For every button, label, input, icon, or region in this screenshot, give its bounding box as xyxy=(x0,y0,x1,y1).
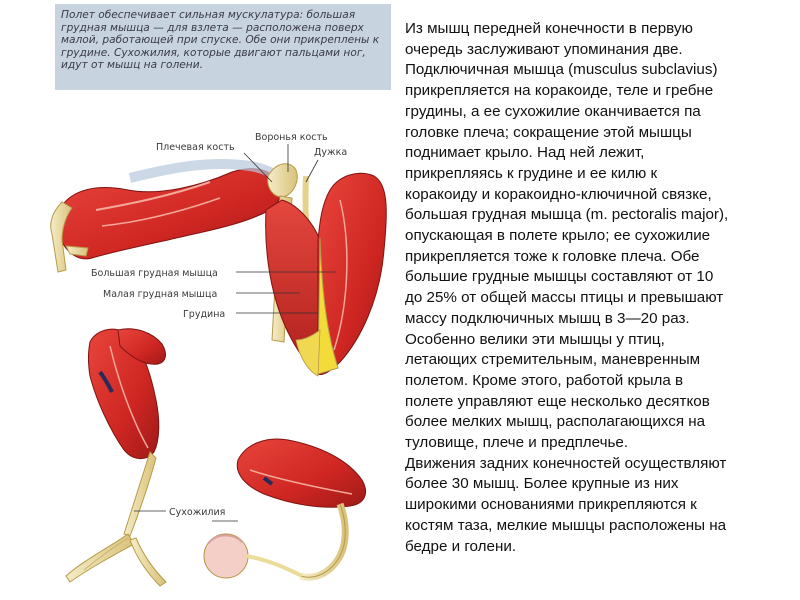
curled-leg-muscle xyxy=(237,439,365,507)
label-coracoid: Воронья кость xyxy=(255,132,328,143)
wing-muscles xyxy=(51,164,281,272)
leg-illustration xyxy=(66,329,166,586)
curled-tarsus-outline xyxy=(300,504,345,577)
toe-bone xyxy=(130,538,166,586)
label-tendons: Сухожилия xyxy=(169,507,226,518)
label-furcula: Дужка xyxy=(314,147,348,158)
toe-bone xyxy=(246,556,302,576)
caption-text: Полет обеспечивает сильная мускулатура: большая грудная мышца — для взлета — расположена поверх малой, работающей при спуске. Обе они прикреплены к грудине. Сухожилия, которые двигают пальцами ног, идут от мышц на голени. xyxy=(61,9,380,72)
leader-furcula xyxy=(306,160,318,182)
label-humerus: Плечевая кость xyxy=(156,142,235,153)
curled-leg-illustration xyxy=(204,439,366,578)
wing-digit xyxy=(66,246,88,256)
body-text: Из мышц передней конечности в первую очередь заслуживают упоминания две. Подключичная мышца (musculus subclavius) прикрепляется на коракоиде, теле и гребне грудины, а ее сухожилие оканчивается па головке плеча; сокращение этой мышцы поднимает крыло. Над ней лежит, прикрепляясь к грудине и ее килю к коракоиду и коракоидно-ключичной связке, большая грудная мышца (m. pectoralis major), опускающая в полете крыло; ее сухожилие прикрепляется тоже к головке плеча. Обе большие грудные мышцы составляют от 10 до 25% от общей массы птицы и превышают массу подключичных мышц в 3—20 раз. Особенно велики эти мышцы у птиц, летающих стремительным, маневренным полетом. Кроме этого, работой крыла в полете управляют еще несколько десятков более мелких мышц, располагающихся на туловище, плече и предплечье. Движения задних конечностей осуществляют более 30 мышц. Более крупные из них широкими основаниями прикрепляются к костям таза, мелкие мышцы расположены на бедре и голени. xyxy=(405,20,729,555)
label-pectoralis-major: Большая грудная мышца xyxy=(91,268,218,279)
label-sternum: Грудина xyxy=(183,309,226,320)
breast-muscles xyxy=(266,173,387,376)
label-pectoralis-minor: Малая грудная мышца xyxy=(103,289,218,300)
curled-tarsus xyxy=(300,504,345,577)
tarsus-bone xyxy=(124,452,156,536)
